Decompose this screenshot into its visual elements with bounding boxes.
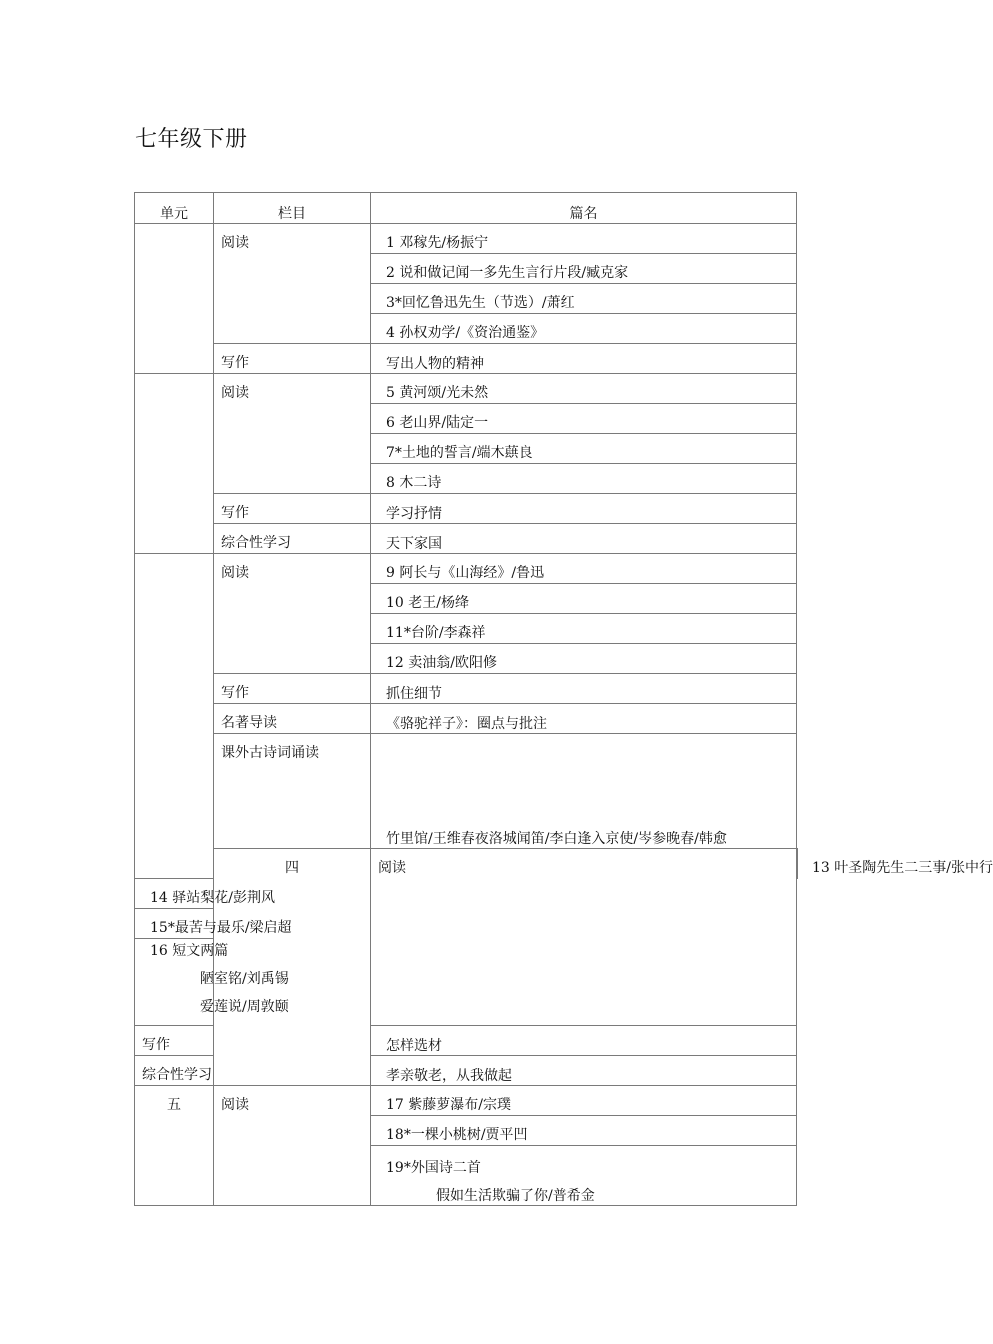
list-item: 7*土地的誓言/端木蕻良: [371, 434, 797, 464]
page-title: 七年级下册: [135, 127, 248, 152]
table-row: [135, 1086, 798, 1116]
column-label: 写作: [135, 1026, 214, 1056]
unit-label: [135, 374, 214, 554]
list-item: 11*台阶/李森祥: [371, 614, 797, 644]
unit-label: 五: [135, 1086, 214, 1206]
list-item: 5 黄河颂/光未然: [371, 374, 797, 404]
list-item: 《骆驼祥子》：圈点与批注: [371, 704, 797, 734]
column-label: 写作: [214, 494, 371, 524]
unit-label: [135, 224, 214, 374]
table-row: [135, 344, 798, 374]
column-label: 写作: [214, 344, 371, 374]
table-header-row: [135, 193, 798, 224]
table-row: [135, 524, 798, 554]
list-item: 15*最苦与最乐/梁启超: [135, 909, 214, 939]
list-item: 9 阿长与《山海经》/鲁迅: [371, 554, 797, 584]
table-row: [135, 554, 798, 584]
list-item: 怎样选材: [371, 1026, 797, 1056]
table-row: [135, 224, 798, 254]
header-item: 篇名: [371, 193, 797, 224]
column-label: 综合性学习: [214, 524, 371, 554]
list-item: 抓住细节: [371, 674, 797, 704]
list-item: 3*回忆鲁迅先生（节选）/萧红: [371, 284, 797, 314]
header-column: 栏目: [214, 193, 371, 224]
column-label: 课外古诗词诵读: [214, 734, 371, 849]
list-item: 2 说和做记闻一多先生言行片段/臧克家: [371, 254, 797, 284]
list-item: 6 老山界/陆定一: [371, 404, 797, 434]
list-item: 18*一棵小桃树/贾平凹: [371, 1116, 797, 1146]
list-item: 4 孙权劝学/《资治通鉴》: [371, 314, 797, 344]
list-item: 天下家国: [371, 524, 797, 554]
table-row: [135, 494, 798, 524]
curriculum-table: [134, 192, 993, 1206]
list-item: 10 老王/杨绛: [371, 584, 797, 614]
list-item: 13 叶圣陶先生二三事/张中行: [797, 849, 798, 879]
list-item: 19*外国诗二首 假如生活欺骗了你/普希金: [371, 1146, 797, 1206]
column-label: 阅读: [214, 1086, 371, 1206]
column-label: 阅读: [214, 224, 371, 344]
table-row: [135, 374, 798, 404]
column-label: 写作: [214, 674, 371, 704]
list-item: 12 卖油翁/欧阳修: [371, 644, 797, 674]
table-row: [135, 734, 798, 849]
column-label: 阅读: [214, 554, 371, 674]
column-label: 综合性学习: [135, 1056, 214, 1086]
list-item: 竹里馆/王维春夜洛城闻笛/李白逢入京使/岑参晚春/韩愈: [371, 734, 797, 849]
list-item: 学习抒情: [371, 494, 797, 524]
list-item: 16 短文两篇 陋室铭/刘禹锡 爱莲说/周敦颐: [135, 939, 214, 1026]
table-row: [135, 674, 798, 704]
column-label: 名著导读: [214, 704, 371, 734]
list-item: 写出人物的精神: [371, 344, 797, 374]
list-item: 17 紫藤萝瀑布/宗璞: [371, 1086, 797, 1116]
unit-label: [135, 554, 214, 879]
column-label: 阅读: [214, 374, 371, 494]
list-item: 8 木二诗: [371, 464, 797, 494]
header-unit: 单元: [135, 193, 214, 224]
list-item: 14 驿站梨花/彭荆风: [135, 879, 214, 909]
table-row: [135, 704, 798, 734]
column-label: 阅读: [371, 849, 797, 1026]
table-row: [135, 849, 798, 879]
list-item: 孝亲敬老，从我做起: [371, 1056, 797, 1086]
unit-label: 四: [214, 849, 371, 1086]
list-item: 1 邓稼先/杨振宁: [371, 224, 797, 254]
